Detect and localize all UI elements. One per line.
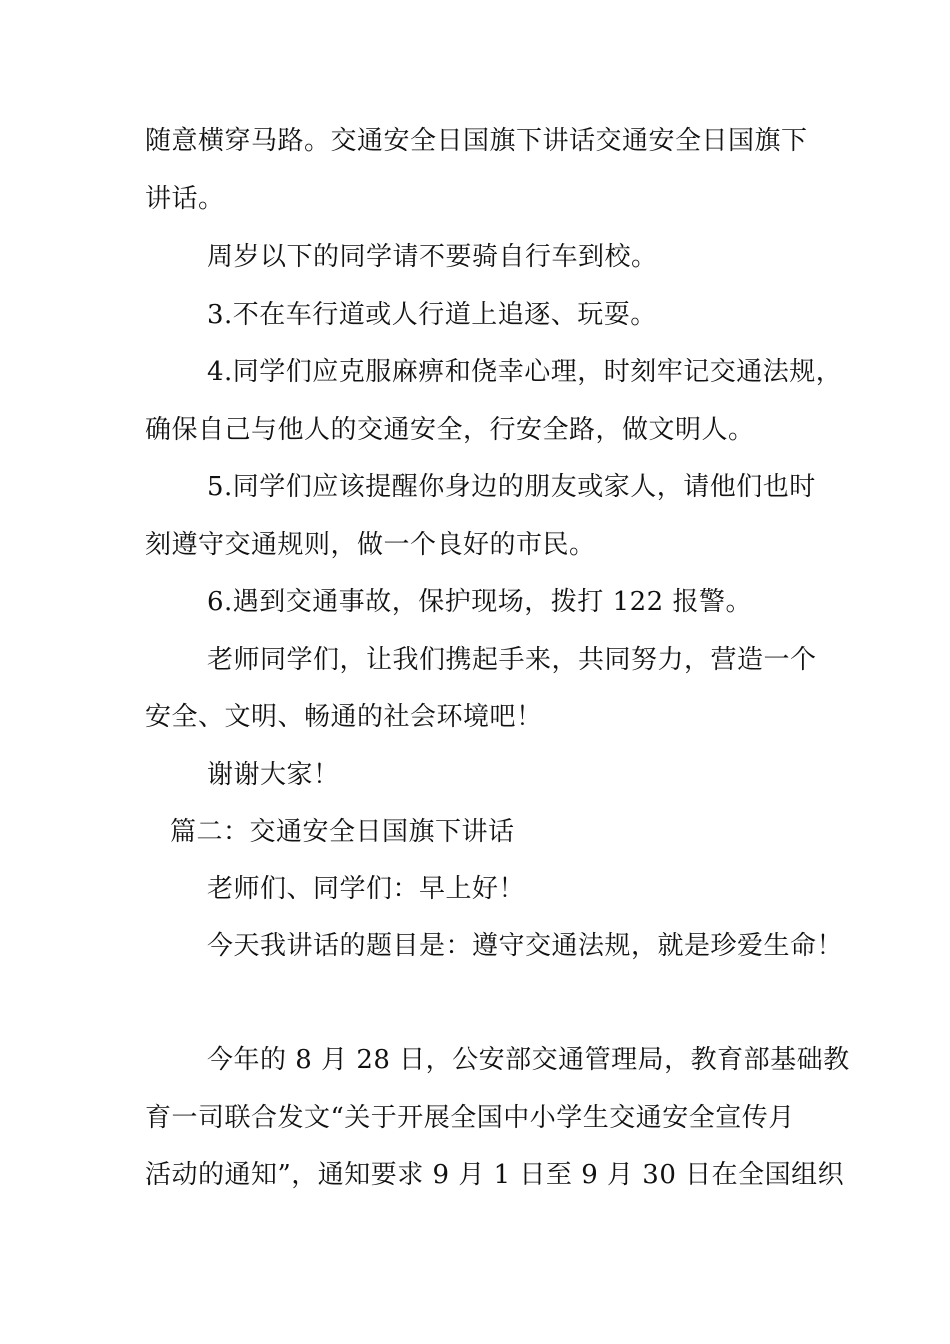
text-line: 今天我讲话的题目是：遵守交通法规，就是珍爱生命！ [207,931,844,961]
text-line: 刻遵守交通规则，做一个良好的市民。 [145,530,596,560]
text-line: 讲话。 [145,184,225,214]
text-line: 活动的通知”，通知要求 9 月 1 日至 9 月 30 日在全国组织 [145,1160,845,1190]
text-line: 育一司联合发文“关于开展全国中小学生交通安全宣传月 [145,1103,795,1133]
text-line: 老师们、同学们：早上好！ [207,874,526,904]
text-line: 确保自己与他人的交通安全，行安全路，做文明人。 [145,415,755,445]
section-heading: 篇二：交通安全日国旗下讲话 [170,817,515,847]
text-line: 今年的 8 月 28 日，公安部交通管理局，教育部基础教 [207,1045,850,1075]
text-line: 6.遇到交通事故，保护现场，拨打 122 报警。 [207,587,752,617]
text-line: 随意横穿马路。交通安全日国旗下讲话交通安全日国旗下 [145,126,808,156]
text-line: 老师同学们，让我们携起手来，共同努力，营造一个 [207,645,817,675]
text-line: 谢谢大家！ [207,760,340,790]
text-line: 安全、文明、畅通的社会环境吧！ [145,702,543,732]
text-line: 4.同学们应克服麻痹和侥幸心理，时刻牢记交通法规， [207,357,843,387]
text-line: 周岁以下的同学请不要骑自行车到校。 [207,242,658,272]
text-line: 3.不在车行道或人行道上追逐、玩耍。 [207,300,657,330]
text-line: 5.同学们应该提醒你身边的朋友或家人，请他们也时 [207,472,816,502]
